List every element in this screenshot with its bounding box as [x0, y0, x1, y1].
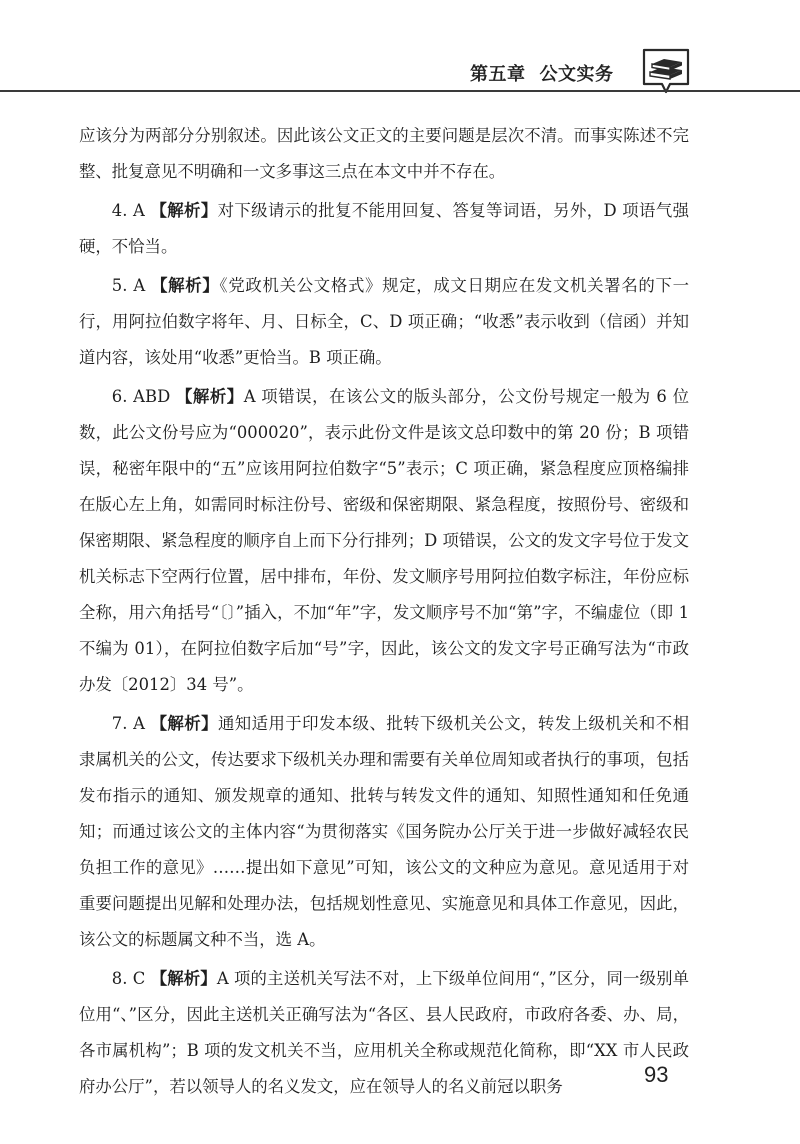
answer-key: 7. A [111, 714, 151, 733]
analysis-text: 对下级请示的批复不能用回复、答复等词语，另外，D 项语气强硬，不恰当。 [79, 201, 690, 256]
analysis-label: 【解析】 [150, 714, 218, 733]
analysis-label: 【解析】 [151, 276, 220, 295]
answer-key: 5. A [111, 276, 152, 295]
analysis-text: 《党政机关公文格式》规定，成文日期应在发文机关署名的下一行，用阿拉伯数字将年、月、日标全，C、D 项正确；“收悉”表示收到（信函）并知道内容，该处用“收悉”更恰当。B 项正确。 [79, 276, 689, 367]
analysis-label: 【解析】 [175, 387, 244, 406]
paragraph-continued [79, 118, 689, 190]
page-number: 93 [644, 1062, 669, 1087]
answer-item-6 [79, 379, 689, 703]
analysis-text: 通知适用于印发本级、批转下级机关公文，转发上级机关和不相隶属机关的公文，传达要求下级机关办理和需要有关单位周知或者执行的事项，包括发布指示的通知、颁发规章的通知、批转与转发文件的通知、知照性通知和任免通知；而通过该公文的主体内容“为贯彻落实《国务院办公厅关于进一步做好减轻农民负担工作的意见》……提出如下意见”可知，该公文的文种应为意见。意见适用于对重要问题提出见解和处理办法，包括规划性意见、实施意见和具体工作意见，因此，该公文的标题属文种不当，选 A。 [79, 714, 689, 949]
answer-item-4 [79, 193, 689, 265]
paragraph-text: 应该分为两部分分别叙述。因此该公文正文的主要问题是层次不清。而事实陈述不完整、批复意见不明确和一文多事这三点在本文中并不存在。 [79, 126, 689, 181]
chapter-number: 第五章 [470, 64, 526, 85]
analysis-text: A 项的主送机关写法不对，上下级单位间用“，”区分，同一级别单位用“、”区分，因此主送机关正确写法为“各区、县人民政府，市政府各委、办、局，各市属机构”；B 项的发文机关不当，应用机关全称或规范化简称，即“XX 市人民政府办公厅”，若以领导人的名义发文，应在领导人的名义前冠以职务 [79, 969, 690, 1096]
page-header [0, 0, 800, 100]
answer-key: 6. ABD [111, 387, 176, 406]
analysis-label: 【解析】 [150, 201, 218, 220]
header-divider [0, 90, 800, 92]
chapter-heading [470, 60, 614, 86]
answer-key: 8. C [111, 969, 151, 988]
answer-item-5 [79, 268, 689, 376]
analysis-label: 【解析】 [150, 969, 217, 988]
answer-item-7 [79, 706, 689, 958]
answer-explanations [79, 118, 689, 1105]
answer-key: 4. A [111, 201, 151, 220]
chapter-title: 公文实务 [539, 64, 614, 85]
answer-item-8 [79, 961, 689, 1105]
analysis-text: A 项错误，在该公文的版头部分，公文份号规定一般为 6 位数，此公文份号应为“000020”，表示此份文件是该文总印数中的第 20 份；B 项错误，秘密年限中的“五”应该用阿拉伯数字“5”表示；C 项正确，紧急程度应顶格编排在版心左上角，如需同时标注份号、密级和保密期限、紧急程度，按照份号、密级和保密期限、紧急程度的顺序自上而下分行排列；D 项错误，公文的发文字号位于发文机关标志下空两行位置，居中排布，年份、发文顺序号用阿拉伯数字标注，年份应标全称，用六角括号“〔〕”插入，不加“年”字，发文顺序号不加“第”字，不编虚位（即 1 不编为 01），在阿拉伯数字后加“号”字，因此，该公文的发文字号正确写法为“市政办发〔2012〕34 号”。 [79, 387, 690, 694]
